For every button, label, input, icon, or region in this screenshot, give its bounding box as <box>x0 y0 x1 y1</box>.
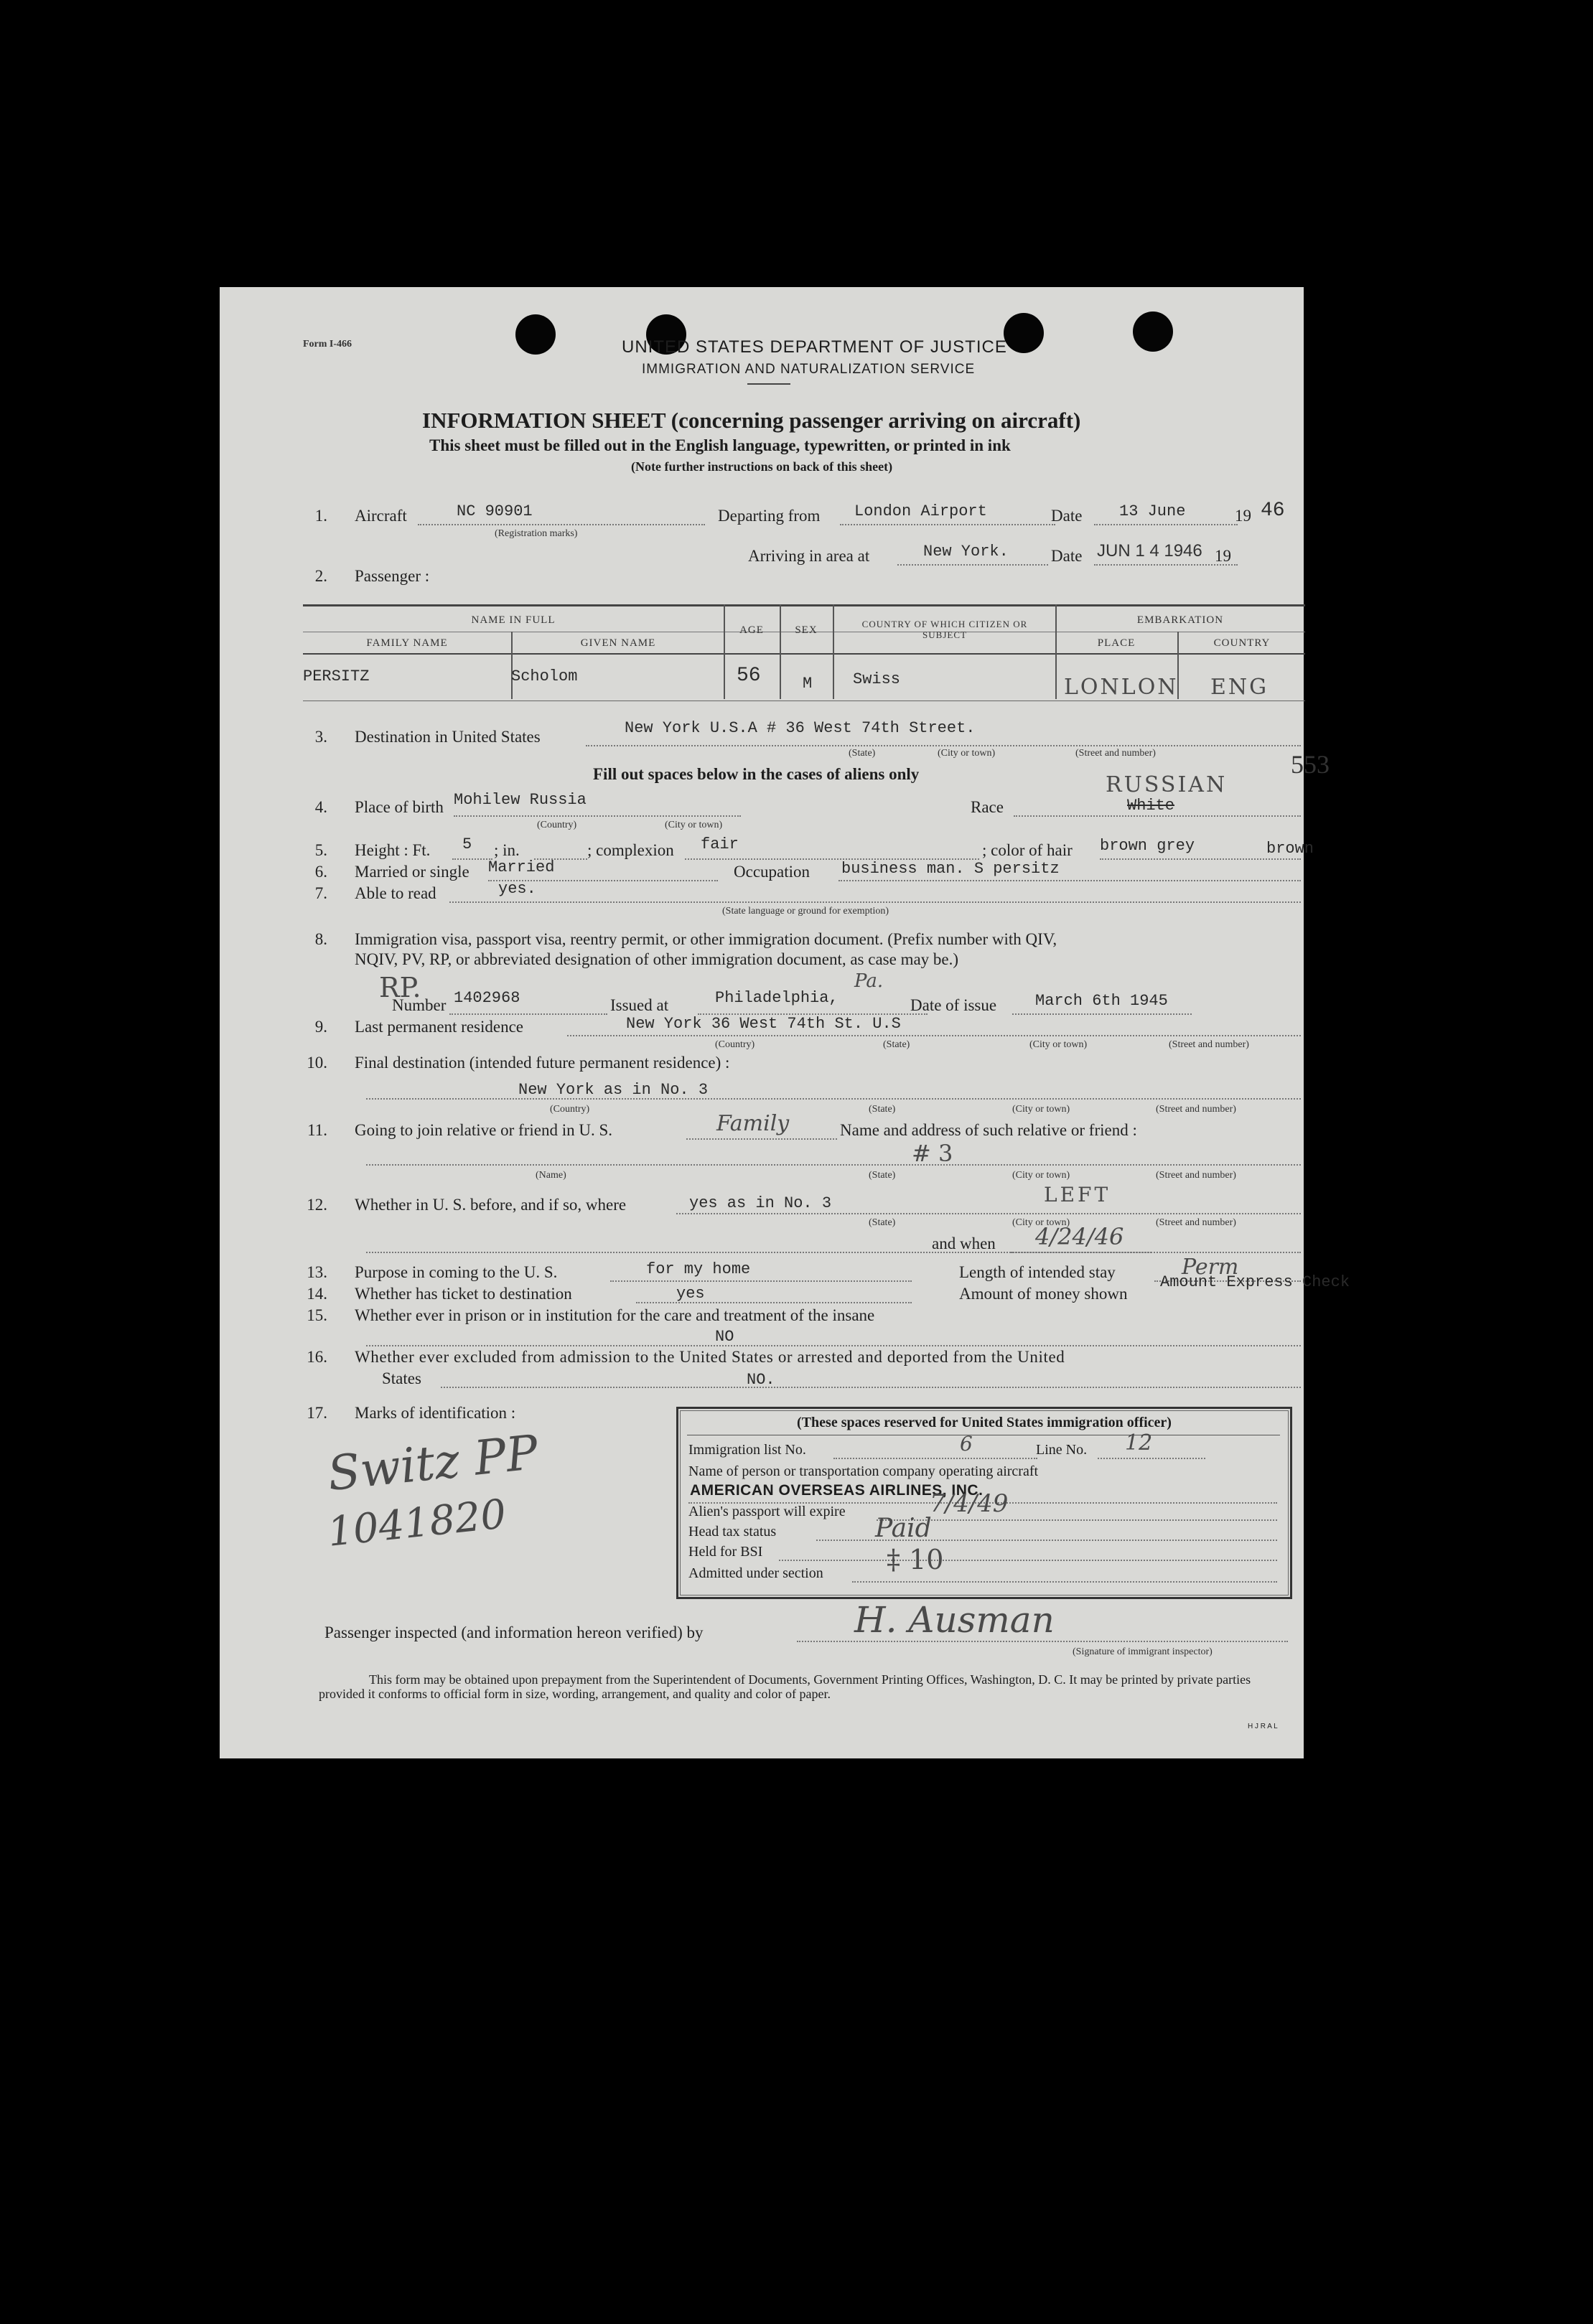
country-caption: (Country) <box>537 820 577 830</box>
purpose-value: for my home <box>646 1260 751 1278</box>
marks-label: Marks of identification : <box>355 1404 516 1422</box>
date-label: Date <box>1051 507 1083 525</box>
passenger-label: Passenger : <box>355 567 430 585</box>
final-destination-value: New York as in No. 3 <box>518 1081 709 1099</box>
name-address-label: Name and address of such relative or friend : <box>840 1121 1137 1139</box>
excluded-label-2: States <box>382 1369 421 1387</box>
document-number-value: 1402968 <box>454 989 520 1007</box>
rule <box>747 383 790 385</box>
marks-handwritten-2: 1041820 <box>325 1491 509 1556</box>
city-caption: (City or town) <box>1012 1170 1070 1181</box>
age-header: AGE <box>739 624 764 636</box>
length-stay-label: Length of intended stay <box>959 1263 1116 1281</box>
item-number: 10. <box>307 1054 327 1072</box>
family-name-value: PERSITZ <box>303 667 370 685</box>
birth-value: Mohilew Russia <box>454 791 587 809</box>
officer-box-title: (These spaces reserved for United States immigration officer) <box>797 1415 1172 1430</box>
purpose-label: Purpose in coming to the U. S. <box>355 1263 558 1281</box>
country-caption: (Country) <box>550 1104 590 1115</box>
state-caption: (State) <box>849 748 876 759</box>
issued-at-value: Philadelphia, <box>715 989 838 1007</box>
item-number: 6. <box>314 863 327 881</box>
eyes-value: brown <box>1266 840 1314 858</box>
admitted-label: Admitted under section <box>688 1565 823 1581</box>
complexion-value: fair <box>701 835 739 853</box>
registration-marks-caption: (Registration marks) <box>495 528 578 539</box>
year-prefix: 19 <box>1235 507 1251 525</box>
item-number: 4. <box>314 798 327 816</box>
date-of-issue-label: Date of issue <box>910 996 997 1014</box>
occupation-value: business man. S persitz <box>841 860 1060 878</box>
us-before-value: yes as in No. 3 <box>689 1194 832 1212</box>
immigration-doc-instructions-2: NQIV, PV, RP, or abbreviated designation of other immigration document, as case may be.) <box>355 950 959 968</box>
street-caption: (Street and number) <box>1156 1170 1236 1181</box>
given-name-header: GIVEN NAME <box>580 637 656 649</box>
length-stay-handwritten: Perm <box>1182 1255 1239 1280</box>
passport-expire-handwritten: 7/4/49 <box>930 1489 1009 1518</box>
item-number: 8. <box>314 930 327 948</box>
item-number: 2. <box>314 567 327 585</box>
item-number: 13. <box>307 1263 327 1281</box>
state-caption: (State) <box>869 1104 896 1115</box>
citizen-value: Swiss <box>853 670 901 688</box>
city-caption: (City or town) <box>1012 1104 1070 1115</box>
officer-box <box>676 1407 1292 1599</box>
money-label: Amount of money shown <box>959 1285 1128 1303</box>
form-note: (Note further instructions on back of this sheet) <box>631 459 893 474</box>
marks-handwritten-1: Switz PP <box>324 1424 541 1502</box>
printer-mark: H J R A L <box>1248 1723 1278 1730</box>
date-label: Date <box>1051 547 1083 565</box>
department-name: UNITED STATES DEPARTMENT OF JUSTICE <box>622 337 1007 357</box>
hair-value: brown grey <box>1100 837 1195 855</box>
arrival-date-stamp: JUN 1 4 1946 <box>1097 541 1202 561</box>
item-number: 15. <box>307 1306 327 1324</box>
prison-label: Whether ever in prison or in institution for the care and treatment of the insane <box>355 1306 875 1324</box>
race-label: Race <box>971 798 1004 816</box>
arriving-label: Arriving in area at <box>748 547 870 565</box>
aircraft-label: Aircraft <box>355 507 407 525</box>
item-number: 11. <box>307 1121 327 1139</box>
aliens-only-heading: Fill out spaces below in the cases of aliens only <box>593 765 920 783</box>
aircraft-value: NC 90901 <box>457 502 533 520</box>
form-title: INFORMATION SHEET (concerning passenger arriving on aircraft) <box>422 408 1081 433</box>
head-tax-label: Head tax status <box>688 1524 777 1540</box>
sex-value: M <box>803 675 813 693</box>
stamped-number: 553 <box>1291 750 1330 779</box>
item-number: 14. <box>307 1285 327 1303</box>
race-handwritten: RUSSIAN <box>1106 772 1228 797</box>
language-caption: (State language or ground for exemption) <box>722 906 889 917</box>
arriving-value: New York. <box>923 543 1009 561</box>
year-prefix: 19 <box>1215 547 1231 565</box>
ticket-value: yes <box>676 1285 705 1303</box>
family-name-header: FAMILY NAME <box>366 637 448 649</box>
name-caption: (Name) <box>536 1170 566 1181</box>
married-label: Married or single <box>355 863 470 881</box>
height-ft-value: 5 <box>462 835 472 853</box>
state-caption: (State) <box>869 1217 896 1228</box>
excluded-value: NO. <box>747 1371 775 1389</box>
age-value: 56 <box>737 665 761 687</box>
embarkation-country-value: ENG <box>1210 675 1269 700</box>
destination-value: New York U.S.A # 36 West 74th Street. <box>625 719 976 737</box>
excluded-label: Whether ever excluded from admission to the United States or arrested and deported from the United <box>355 1348 1065 1366</box>
footer-notice: This form may be obtained upon prepayment from the Superintendent of Documents, Government Printing Offices, Washington, D. C. It may be printed by private parties provided it conforms to official form in size, wording, arrangement, and quality and color of paper. <box>319 1672 1251 1701</box>
punch-hole <box>1004 313 1044 353</box>
last-residence-label: Last permanent residence <box>355 1018 523 1036</box>
rp-prefix-handwritten: RP. <box>379 972 421 1003</box>
issued-at-label: Issued at <box>610 996 669 1014</box>
departing-value: London Airport <box>854 502 987 520</box>
line-no-handwritten: 12 <box>1125 1430 1153 1456</box>
given-name-value: Scholom <box>511 667 578 685</box>
item-number: 9. <box>314 1018 327 1036</box>
join-address-handwritten: # 3 <box>912 1140 953 1167</box>
operator-stamp: AMERICAN OVERSEAS AIRLINES, INC. <box>690 1482 984 1499</box>
signature-caption: (Signature of immigrant inspector) <box>1073 1646 1213 1657</box>
money-value: Amount Express Check <box>1160 1273 1350 1291</box>
country-caption: (Country) <box>715 1039 755 1050</box>
name-in-full-header: NAME IN FULL <box>471 614 556 626</box>
number-label: Number <box>392 996 447 1014</box>
item-number: 12. <box>307 1196 327 1214</box>
inspector-signature: H. Ausman <box>854 1599 1055 1641</box>
country-citizen-header: COUNTRY OF WHICH CITIZEN OR SUBJECT <box>861 619 1028 640</box>
street-caption: (Street and number) <box>1156 1217 1236 1228</box>
state-caption: (State) <box>883 1039 910 1050</box>
information-sheet <box>220 287 1350 1758</box>
complexion-label: ; complexion <box>587 841 674 859</box>
when-handwritten: 4/24/46 <box>1035 1223 1124 1250</box>
immigration-doc-instructions: Immigration visa, passport visa, reentry permit, or other immigration document. (Prefix number with QIV, <box>355 930 1057 948</box>
form-subtitle: This sheet must be filled out in the English language, typewritten, or printed in ink <box>429 436 1011 454</box>
embarkation-place-value: LONLON <box>1064 675 1179 700</box>
inspected-by-label: Passenger inspected (and information hereon verified) by <box>324 1623 704 1641</box>
street-caption: (Street and number) <box>1169 1039 1249 1050</box>
line-no-label: Line No. <box>1036 1442 1088 1458</box>
city-caption: (City or town) <box>1012 1217 1070 1228</box>
admitted-handwritten: ‡ 10 <box>887 1544 944 1575</box>
departing-label: Departing from <box>718 507 821 525</box>
inches-label: ; in. <box>494 841 520 859</box>
date-of-issue-value: March 6th 1945 <box>1035 992 1168 1010</box>
service-name: IMMIGRATION AND NATURALIZATION SERVICE <box>642 362 976 377</box>
embarkation-header: EMBARKATION <box>1136 614 1224 626</box>
and-when-label: and when <box>932 1234 996 1252</box>
item-number: 3. <box>314 728 327 746</box>
city-caption: (City or town) <box>1029 1039 1088 1050</box>
us-before-label: Whether in U. S. before, and if so, where <box>355 1196 627 1214</box>
last-residence-value: New York 36 West 74th St. U.S <box>626 1015 901 1033</box>
item-number: 17. <box>307 1404 327 1422</box>
item-number: 5. <box>314 841 327 859</box>
city-caption: (City or town) <box>665 820 723 830</box>
form-number: Form I-466 <box>303 339 352 350</box>
departure-date-value: 13 June <box>1119 502 1186 520</box>
destination-label: Destination in United States <box>355 728 541 746</box>
final-destination-label: Final destination (intended future permanent residence) : <box>355 1054 730 1072</box>
street-caption: (Street and number) <box>1075 748 1156 759</box>
item-number: 7. <box>314 884 327 902</box>
birth-label: Place of birth <box>355 798 444 816</box>
issued-state-handwritten: Pa. <box>854 970 884 992</box>
state-caption: (State) <box>869 1170 896 1181</box>
sex-header: SEX <box>795 624 818 636</box>
place-header: PLACE <box>1097 637 1136 649</box>
read-label: Able to read <box>355 884 436 902</box>
departure-year-value: 46 <box>1261 500 1285 522</box>
married-value: Married <box>488 858 555 876</box>
left-handwritten: LEFT <box>1044 1183 1111 1206</box>
item-number: 16. <box>307 1348 327 1366</box>
prison-value: NO <box>715 1328 734 1346</box>
read-value: yes. <box>498 880 536 898</box>
race-typed-struck: White <box>1127 797 1175 815</box>
list-no-label: Immigration list No. <box>688 1442 806 1458</box>
city-caption: (City or town) <box>938 748 996 759</box>
list-no-handwritten: 6 <box>960 1432 973 1456</box>
punch-hole <box>515 314 556 355</box>
head-tax-handwritten: Paid <box>875 1514 932 1543</box>
height-label: Height : Ft. <box>355 841 431 859</box>
punch-hole <box>1133 311 1173 352</box>
bsi-label: Held for BSI <box>688 1544 763 1560</box>
street-caption: (Street and number) <box>1156 1104 1236 1115</box>
passport-expire-label: Alien's passport will expire <box>688 1504 846 1519</box>
operator-label: Name of person or transportation company operating aircraft <box>688 1463 1039 1479</box>
join-relative-handwritten: Family <box>716 1111 790 1136</box>
ticket-label: Whether has ticket to destination <box>355 1285 572 1303</box>
hair-label: ; color of hair <box>982 841 1073 859</box>
occupation-label: Occupation <box>734 863 810 881</box>
join-relative-label: Going to join relative or friend in U. S. <box>355 1121 612 1139</box>
country-header: COUNTRY <box>1213 637 1271 649</box>
item-number: 1. <box>314 507 327 525</box>
